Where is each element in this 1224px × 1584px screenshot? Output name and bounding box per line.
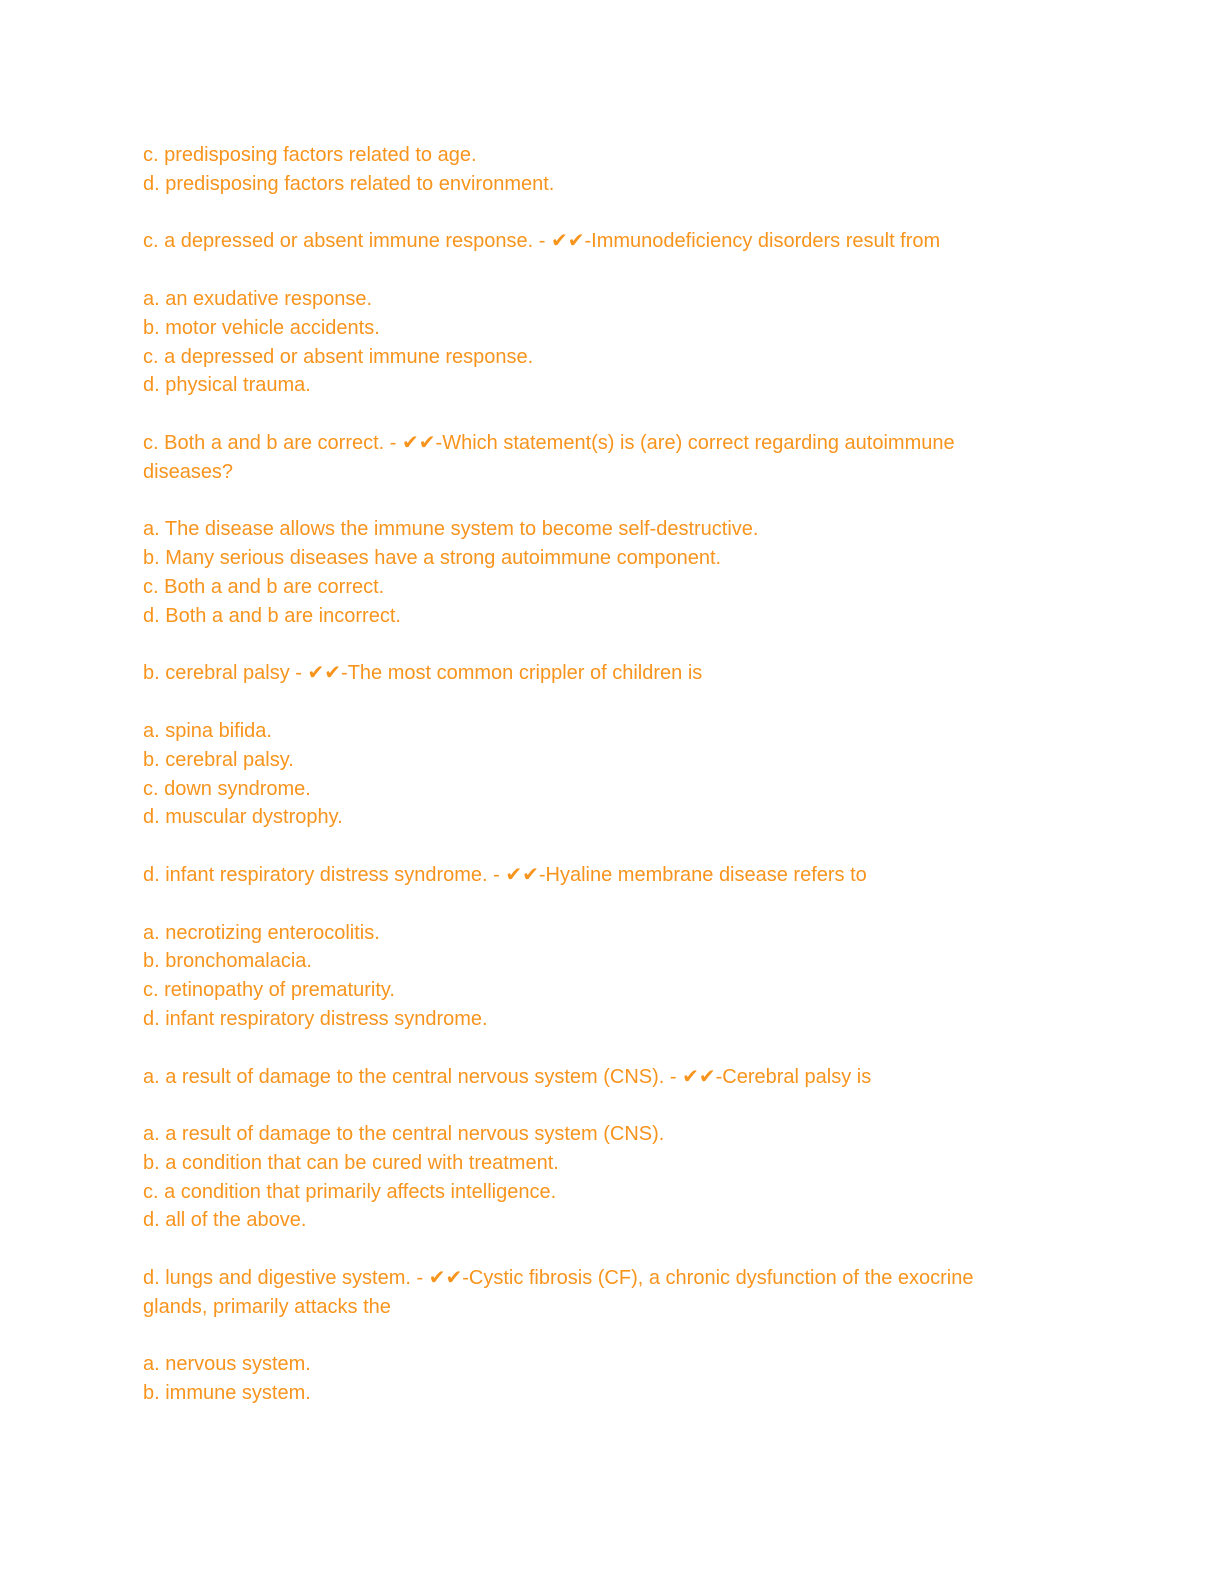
option-line: a. a result of damage to the central nervous system (CNS). [143, 1123, 665, 1146]
option-line: d. physical trauma. [143, 374, 311, 397]
option-line: c. retinopathy of prematurity. [143, 979, 395, 1002]
blank-line [143, 487, 1083, 516]
option-line: c. a condition that primarily affects intelligence. [143, 1180, 557, 1203]
blank-line [143, 1091, 1083, 1120]
blank-line [143, 199, 1083, 228]
blank-line [143, 1034, 1083, 1063]
option-line: d. Both a and b are incorrect. [143, 604, 401, 627]
option-line: c. down syndrome. [143, 777, 311, 800]
option-line: b. immune system. [143, 1382, 311, 1405]
blank-line [143, 1235, 1083, 1264]
option-line: d. infant respiratory distress syndrome. [143, 1007, 488, 1030]
option-line: a. The disease allows the immune system to become self-destructive. [143, 518, 759, 541]
blank-line [143, 400, 1083, 429]
option-line: c. Both a and b are correct. [143, 575, 385, 598]
option-line: d. muscular dystrophy. [143, 806, 343, 829]
answer-question-line: a. a result of damage to the central nervous system (CNS). - ✔✔-Cerebral palsy is [143, 1065, 872, 1088]
answer-question-line: d. lungs and digestive system. - ✔✔-Cystic fibrosis (CF), a chronic dysfunction of the exocrine [143, 1267, 974, 1290]
answer-question-line: b. cerebral palsy - ✔✔-The most common crippler of children is [143, 662, 703, 685]
option-line: c. a depressed or absent immune response. [143, 345, 534, 368]
blank-line [143, 631, 1083, 660]
answer-question-line: c. a depressed or absent immune response. - ✔✔-Immunodeficiency disorders result from [143, 230, 941, 253]
answer-question-line: d. infant respiratory distress syndrome. - ✔✔-Hyaline membrane disease refers to [143, 863, 867, 886]
blank-line [143, 256, 1083, 285]
option-line: a. spina bifida. [143, 719, 272, 742]
text-line: c. predisposing factors related to age. [143, 144, 477, 166]
option-line: a. an exudative response. [143, 287, 373, 310]
option-line: b. bronchomalacia. [143, 950, 312, 973]
blank-line [143, 1322, 1083, 1351]
option-line: b. Many serious diseases have a strong autoimmune component. [143, 547, 722, 570]
blank-line [143, 832, 1083, 861]
text-line: d. predisposing factors related to environment. [143, 172, 555, 195]
document-page [143, 141, 1083, 1408]
blank-line [143, 688, 1083, 717]
option-line: d. all of the above. [143, 1209, 307, 1232]
option-line: a. nervous system. [143, 1353, 311, 1376]
blank-line [143, 890, 1083, 919]
option-line: a. necrotizing enterocolitis. [143, 921, 380, 944]
option-line: b. a condition that can be cured with treatment. [143, 1151, 559, 1174]
option-line: b. motor vehicle accidents. [143, 316, 380, 339]
answer-question-line: c. Both a and b are correct. - ✔✔-Which statement(s) is (are) correct regarding autoimmune [143, 431, 955, 454]
answer-question-line-continued: diseases? [143, 460, 234, 483]
option-line: b. cerebral palsy. [143, 748, 294, 771]
answer-question-line-continued: glands, primarily attacks the [143, 1295, 391, 1318]
